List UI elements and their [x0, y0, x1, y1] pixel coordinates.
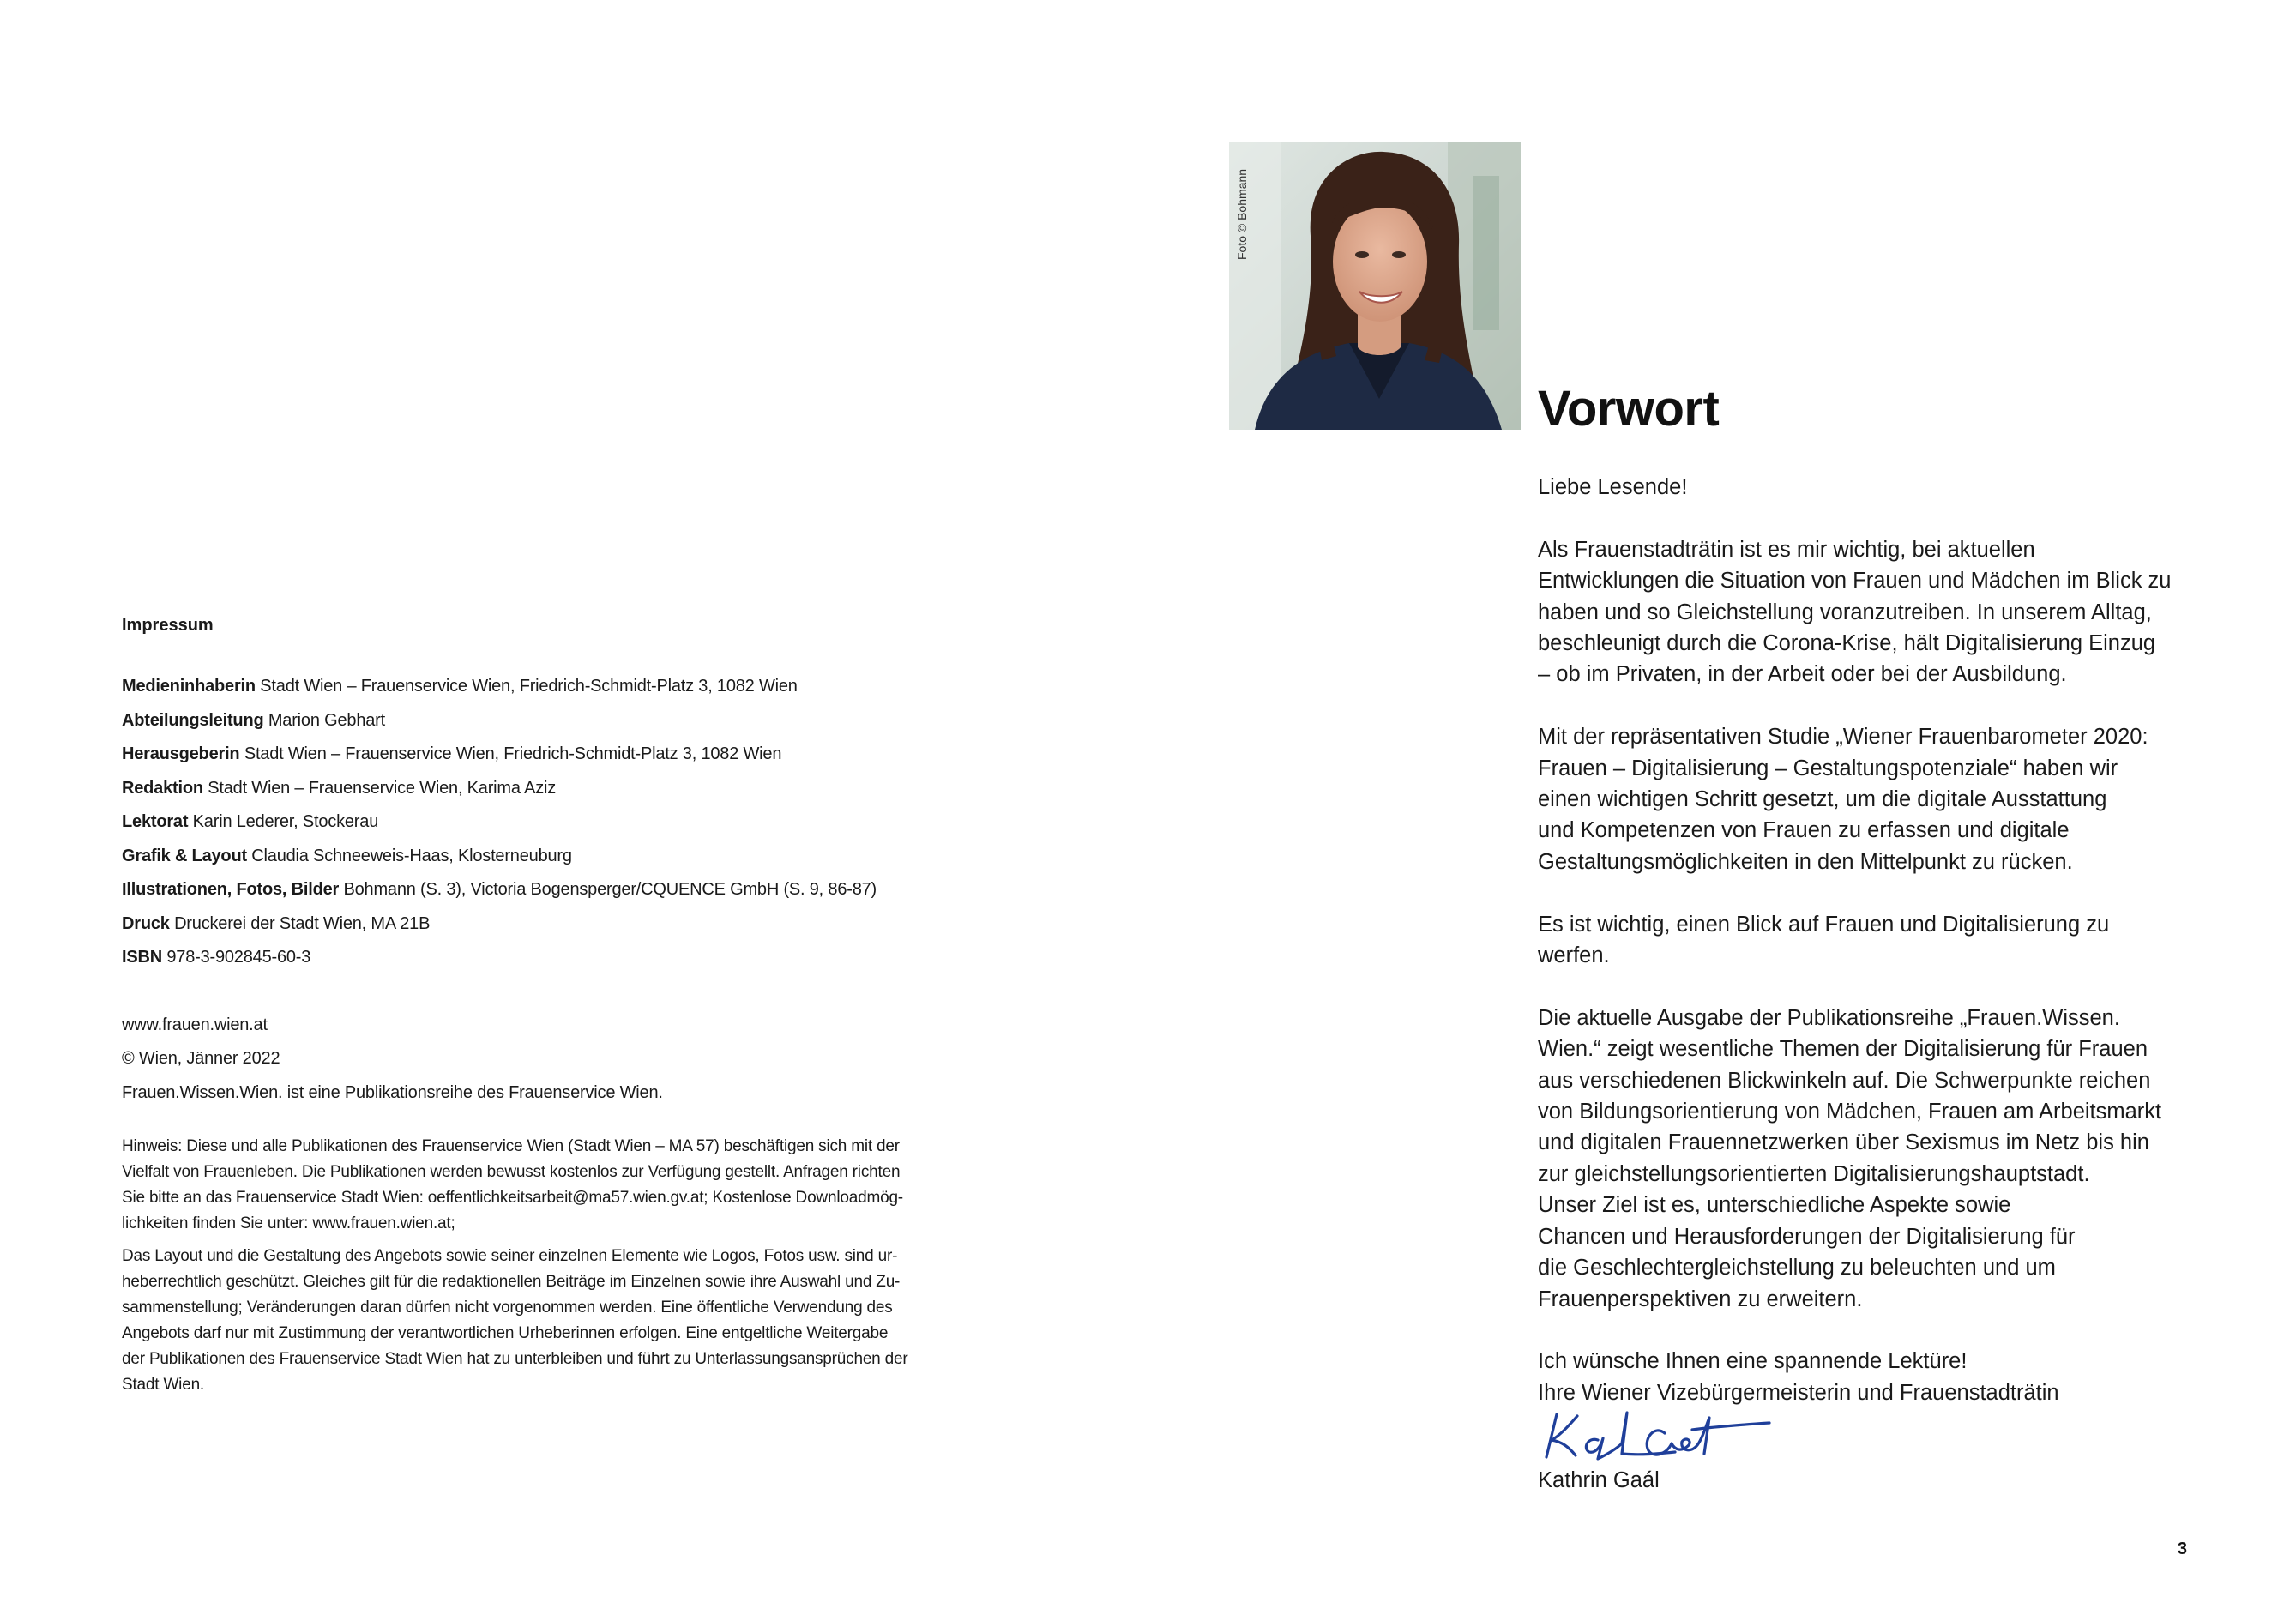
impressum-title: Impressum — [122, 616, 214, 635]
closing-paragraph — [1538, 1346, 2215, 1408]
text-line: Ich wünsche Ihnen eine spannende Lektüre! — [1538, 1349, 1968, 1374]
body-paragraph — [1538, 721, 2215, 877]
impressum-entry — [122, 873, 1014, 907]
impressum-entry — [122, 805, 1014, 840]
notice-line: Das Layout und die Gestaltung des Angebots sowie seiner einzelnen Elemente wie Logos, Fotos usw. sind ur- — [122, 1247, 898, 1265]
impressum-entry — [122, 907, 1014, 942]
body-paragraph — [1538, 534, 2215, 690]
impressum-label: Illustrationen, Fotos, Bilder — [122, 880, 340, 899]
notice-line: Vielfalt von Frauenleben. Die Publikationen werden bewusst kostenlos zur Verfügung gestellt. Anfragen richten — [122, 1163, 901, 1181]
notice-line: Stadt Wien. — [122, 1376, 205, 1394]
text-line: Ihre Wiener Vizebürgermeisterin und Frauenstadträtin — [1538, 1380, 2059, 1405]
text-line: Frauenperspektiven zu erweitern. — [1538, 1287, 1863, 1311]
text-line: Frauen – Digitalisierung – Gestaltungspotenziale“ haben wir — [1538, 756, 2118, 780]
text-line: von Bildungsorientierung von Mädchen, Frauen am Arbeitsmarkt — [1538, 1100, 2162, 1124]
photo-credit — [1229, 142, 1255, 287]
notice-line: der Publikationen des Frauenservice Stadt Wien hat zu unterbleiben und führt zu Unterlassungsansprüchen der — [122, 1350, 908, 1368]
impressum-entry — [122, 738, 1014, 772]
impressum-label: Druck — [122, 913, 170, 933]
handwritten-signature — [1538, 1409, 1778, 1462]
text-line: Mit der repräsentativen Studie „Wiener Frauenbarometer 2020: — [1538, 725, 2148, 750]
text-line: Wien.“ zeigt wesentliche Themen der Digitalisierung für Frauen — [1538, 1037, 2148, 1062]
vorwort-body — [1538, 472, 2215, 1408]
notice-paragraph — [122, 1134, 1014, 1237]
text-line: Als Frauenstadträtin ist es mir wichtig, bei aktuellen — [1538, 537, 2035, 562]
impressum-value: Stadt Wien – Frauenservice Wien, Karima Aziz — [208, 778, 557, 798]
impressum-value: Bohmann (S. 3), Victoria Bogensperger/CQUENCE GmbH (S. 9, 86-87) — [343, 880, 877, 899]
body-paragraph — [1538, 909, 2215, 972]
copyright-notice-paragraph — [122, 1244, 1014, 1398]
notice-line: Hinweis: Diese und alle Publikationen des Frauenservice Wien (Stadt Wien – MA 57) beschäftigen sich mit der — [122, 1137, 900, 1155]
impressum-value: Stadt Wien – Frauenservice Wien, Friedrich-Schmidt-Platz 3, 1082 Wien — [244, 744, 782, 763]
impressum-label: Lektorat — [122, 812, 189, 831]
impressum-label: Medieninhaberin — [122, 677, 256, 696]
text-line: aus verschiedenen Blickwinkeln auf. Die Schwerpunkte reichen — [1538, 1068, 2151, 1093]
text-line: einen wichtigen Schritt gesetzt, um die digitale Ausstattung — [1538, 787, 2107, 812]
notice-line: sammenstellung; Veränderungen daran dürfen nicht vorgenommen werden. Eine öffentliche Verwendung des — [122, 1299, 893, 1317]
impressum-label: ISBN — [122, 948, 162, 967]
notice-line: Sie bitte an das Frauenservice Stadt Wien: oeffentlichkeitsarbeit@ma57.wien.gv.at; Kostenlose Downloadmög- — [122, 1189, 903, 1207]
impressum-section — [122, 616, 1014, 1398]
impressum-entry — [122, 941, 1014, 975]
impressum-value: Karin Lederer, Stockerau — [192, 812, 379, 831]
notice-line: Angebots darf nur mit Zustimmung der verantwortlichen Urheberinnen erfolgen. Eine entgeltliche Weitergabe — [122, 1324, 889, 1342]
text-line: haben und so Gleichstellung voranzutreiben. In unserem Alltag, — [1538, 600, 2152, 624]
impressum-value: Druckerei der Stadt Wien, MA 21B — [174, 913, 431, 933]
impressum-label: Grafik & Layout — [122, 846, 247, 865]
impressum-entry — [122, 704, 1014, 738]
text-line: und digitalen Frauennetzwerken über Sexismus im Netz bis hin — [1538, 1130, 2149, 1155]
text-line: Unser Ziel ist es, unterschiedliche Aspekte sowie — [1538, 1193, 2011, 1218]
impressum-value: Claudia Schneeweis-Haas, Klosterneuburg — [251, 846, 572, 865]
impressum-value: Stadt Wien – Frauenservice Wien, Friedrich-Schmidt-Platz 3, 1082 Wien — [260, 677, 798, 696]
signer-name: Kathrin Gaál — [1538, 1468, 1660, 1492]
impressum-label: Abteilungsleitung — [122, 710, 264, 730]
vorwort-section — [1538, 379, 2215, 1440]
impressum-label: Redaktion — [122, 778, 203, 798]
portrait-photo — [1229, 142, 1521, 430]
text-line: die Geschlechtergleichstellung zu beleuchten und um — [1538, 1256, 2056, 1281]
text-line: Entwicklungen die Situation von Frauen und Mädchen im Blick zu — [1538, 569, 2172, 594]
photo-credit-text: Foto © Bohmann — [1235, 168, 1249, 261]
impressum-entry — [122, 840, 1014, 874]
website-link[interactable]: www.frauen.wien.at — [122, 1015, 268, 1034]
impressum-value: 978-3-902845-60-3 — [166, 948, 311, 967]
impressum-entry — [122, 670, 1014, 704]
text-line: – ob im Privaten, in der Arbeit oder bei der Ausbildung. — [1538, 662, 2067, 687]
portrait-illustration — [1229, 142, 1521, 430]
text-line: beschleunigt durch die Corona-Krise, hält Digitalisierung Einzug — [1538, 631, 2156, 656]
text-line: und Kompetenzen von Frauen zu erfassen und digitale — [1538, 818, 2070, 843]
impressum-entry — [122, 772, 1014, 806]
series-note: Frauen.Wissen.Wien. ist eine Publikationsreihe des Frauenservice Wien. — [122, 1082, 663, 1102]
page-number: 3 — [2177, 1540, 2187, 1558]
notice-line: heberrechtlich geschützt. Gleiches gilt für die redaktionellen Beiträge im Einzelnen sowie ihre Auswahl und Zu- — [122, 1273, 901, 1291]
text-line: Chancen und Herausforderungen der Digitalisierung für — [1538, 1224, 2076, 1249]
body-paragraph — [1538, 1003, 2215, 1315]
copyright: © Wien, Jänner 2022 — [122, 1049, 280, 1068]
text-line: zur gleichstellungsorientierten Digitalisierungshauptstadt. — [1538, 1161, 2090, 1186]
greeting-paragraph — [1538, 472, 2215, 503]
vorwort-title: Vorwort — [1538, 381, 1720, 437]
text-line: Die aktuelle Ausgabe der Publikationsreihe „Frauen.Wissen. — [1538, 1005, 2120, 1030]
text-line: Liebe Lesende! — [1538, 475, 1688, 499]
text-line: Gestaltungsmöglichkeiten in den Mittelpunkt zu rücken. — [1538, 849, 2073, 874]
impressum-value: Marion Gebhart — [268, 710, 385, 730]
text-line: werfen. — [1538, 943, 1610, 968]
notice-line: lichkeiten finden Sie unter: www.frauen.wien.at; — [122, 1214, 455, 1232]
text-line: Es ist wichtig, einen Blick auf Frauen und Digitalisierung zu — [1538, 912, 2110, 937]
impressum-label: Herausgeberin — [122, 744, 240, 763]
